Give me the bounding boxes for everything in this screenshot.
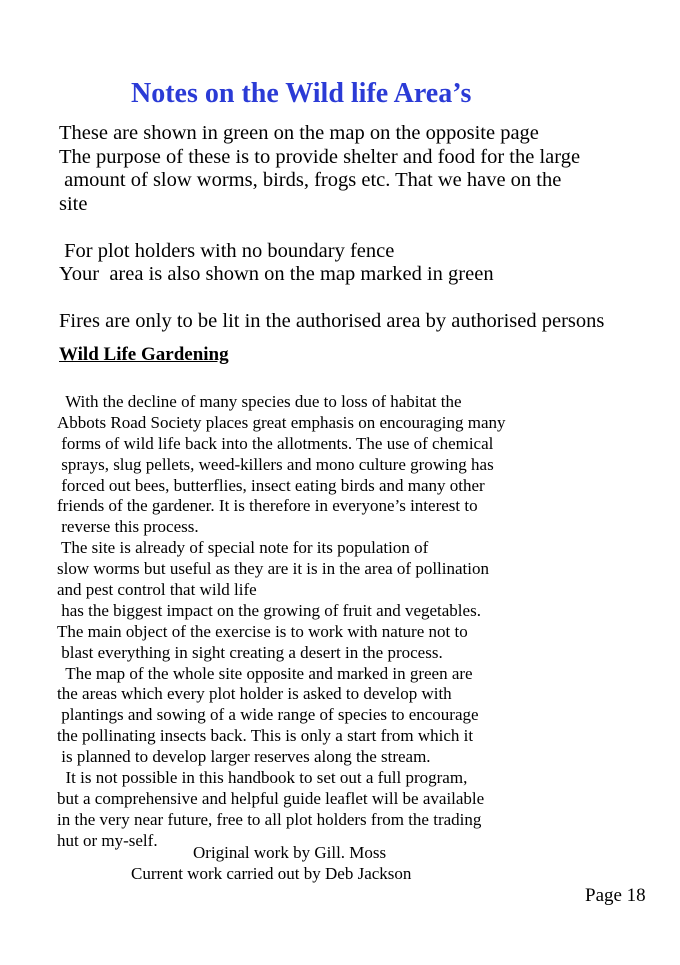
body-line: in the very near future, free to all plot holders from the trading xyxy=(57,809,482,829)
body-line: friends of the gardener. It is therefore in everyone’s interest to xyxy=(57,496,478,516)
body-text xyxy=(57,392,506,852)
intro-line: These are shown in green on the map on the opposite page xyxy=(59,122,539,144)
section-heading: Wild Life Gardening xyxy=(59,344,229,365)
boundary-line: For plot holders with no boundary fence xyxy=(59,239,395,262)
body-line: blast everything in sight creating a desert in the process. xyxy=(57,642,443,662)
body-line: slow worms but useful as they are it is in the area of pollination xyxy=(57,559,489,579)
body-line: but a comprehensive and helpful guide leaflet will be available xyxy=(57,788,485,808)
fires-notice: Fires are only to be lit in the authorised area by authorised persons xyxy=(59,310,605,332)
intro-line: The purpose of these is to provide shelter and food for the large xyxy=(59,145,581,168)
body-line: the pollinating insects back. This is only a start from which it xyxy=(57,726,474,746)
body-line: The main object of the exercise is to work with nature not to xyxy=(57,621,468,641)
body-line: It is not possible in this handbook to set out a full program, xyxy=(57,768,468,788)
page-number: Page 18 xyxy=(585,885,646,906)
body-line: The map of the whole site opposite and marked in green are xyxy=(57,663,473,683)
body-line: the areas which every plot holder is asked to develop with xyxy=(57,684,452,704)
body-line: forms of wild life back into the allotments. The use of chemical xyxy=(57,433,494,453)
boundary-line: Your area is also shown on the map marked in green xyxy=(59,263,494,285)
intro-section xyxy=(59,122,604,334)
body-line: The site is already of special note for its population of xyxy=(57,538,429,558)
body-line: hut or my-self. xyxy=(57,830,158,850)
body-line: With the decline of many species due to loss of habitat the xyxy=(57,392,462,411)
body-line: Abbots Road Society places great emphasis on encouraging many xyxy=(57,412,506,432)
body-line: forced out bees, butterflies, insect eating birds and many other xyxy=(57,475,485,495)
current-credit: Current work carried out by Deb Jackson xyxy=(131,864,412,883)
intro-line: amount of slow worms, birds, frogs etc. That we have on the xyxy=(59,169,562,191)
body-line: has the biggest impact on the growing of fruit and vegetables. xyxy=(57,600,481,620)
body-line: and pest control that wild life xyxy=(57,580,257,600)
original-credit: Original work by Gill. Moss xyxy=(193,843,387,862)
body-line: sprays, slug pellets, weed-killers and mono culture growing has xyxy=(57,454,494,474)
body-line: plantings and sowing of a wide range of species to encourage xyxy=(57,705,479,725)
intro-line: site xyxy=(59,192,88,215)
body-line: is planned to develop larger reserves along the stream. xyxy=(57,747,431,767)
body-line: reverse this process. xyxy=(57,517,199,537)
page-title: Notes on the Wild life Area’s xyxy=(131,78,472,109)
